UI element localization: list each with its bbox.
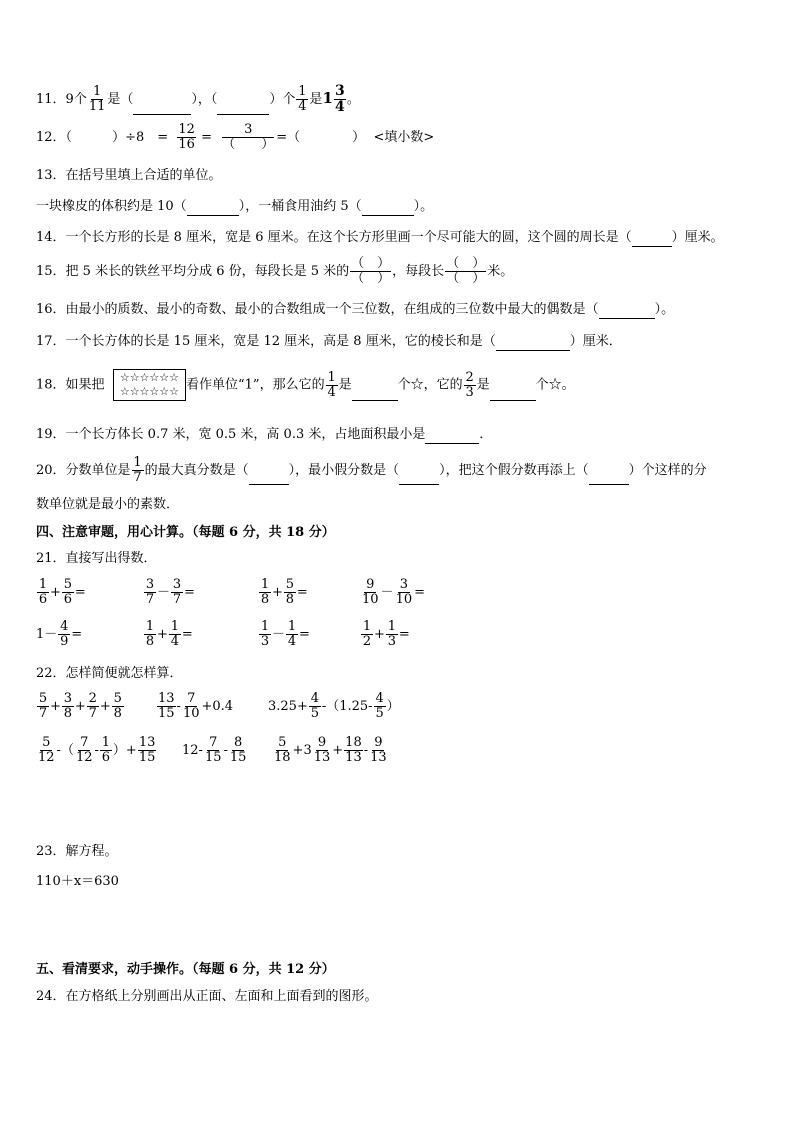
question-18: [36, 369, 575, 401]
fraction: [296, 85, 308, 114]
operator: -: [176, 699, 181, 714]
text: 9个: [65, 92, 87, 107]
text: ）个: [269, 92, 296, 107]
denominator: 5: [310, 706, 319, 721]
numerator: 9: [374, 735, 383, 750]
fraction: [171, 578, 183, 607]
fraction: [464, 371, 476, 400]
denominator: 7: [172, 592, 182, 607]
fraction: [361, 620, 373, 649]
numerator: 3: [145, 577, 155, 592]
text: 是（: [107, 92, 134, 107]
denominator: 9: [60, 634, 69, 649]
denominator: 11: [88, 99, 106, 114]
denominator: 8: [113, 706, 122, 721]
fraction[interactable]: [445, 257, 486, 286]
fraction: [334, 84, 346, 115]
calc-22-expr-1[interactable]: [36, 692, 125, 721]
question-number: 11．: [36, 92, 66, 107]
numerator: 3: [63, 691, 73, 706]
numerator: 8: [234, 735, 243, 750]
numerator: 7: [187, 691, 196, 706]
numerator: 1: [260, 619, 270, 634]
answer-blank[interactable]: [632, 232, 672, 247]
calc-21-item[interactable]: [360, 578, 425, 607]
text: 3.25+: [268, 699, 308, 714]
answer-blank[interactable]: [399, 470, 439, 485]
fraction: [62, 692, 74, 721]
question-14: [36, 229, 724, 247]
text: 数单位就是最小的素数．: [36, 497, 180, 512]
calc-21-item[interactable]: [258, 620, 310, 649]
fraction: [284, 578, 296, 607]
text: 在方格纸上分别画出从正面、左面和上面看到的图形。: [65, 989, 378, 1004]
denominator: 7: [145, 592, 155, 607]
answer-blank[interactable]: [599, 304, 655, 319]
fraction: [87, 692, 99, 721]
text: 的最大真分数是（: [144, 463, 249, 478]
operator: +: [50, 585, 61, 600]
text: 是: [309, 92, 323, 107]
question-19: [36, 426, 492, 444]
answer-blank[interactable]: [589, 470, 629, 485]
fraction: [395, 578, 414, 607]
denominator: 10: [182, 706, 200, 721]
operator: +: [50, 699, 61, 714]
question-number: 16．: [36, 302, 66, 317]
numerator: 7: [209, 735, 218, 750]
answer-blank[interactable]: [187, 201, 239, 216]
numerator: 5: [38, 691, 48, 706]
text: （: [65, 130, 73, 145]
denominator: 12: [38, 750, 55, 765]
numerator: 5: [285, 577, 295, 592]
operator: +: [374, 627, 385, 642]
numerator: 2: [465, 369, 474, 385]
question-number: 12．: [36, 130, 66, 145]
numerator: 3: [172, 577, 182, 592]
text: 1－: [36, 627, 58, 642]
numerator: 12: [178, 122, 195, 137]
denominator: 10: [362, 592, 379, 607]
text: 分数单位是: [65, 463, 131, 478]
section-heading: 四、注意审题，用心计算。（每题 6 分，共 18 分）: [36, 525, 335, 540]
calc-22-expr-4[interactable]: [36, 736, 157, 765]
fraction: [204, 736, 223, 765]
answer-blank[interactable]: [425, 429, 479, 444]
denominator: 13: [370, 750, 387, 765]
fraction: [112, 692, 124, 721]
denominator: 4: [170, 634, 180, 649]
operator: +: [332, 743, 344, 758]
equals: =: [71, 627, 83, 642]
fraction: [169, 620, 181, 649]
equals: =: [74, 585, 86, 600]
text: -（1.25-: [321, 699, 373, 714]
numerator-blank[interactable]: （ ）: [351, 256, 391, 271]
text: 在括号里填上合适的单位。: [65, 168, 222, 183]
numerator: 13: [138, 735, 156, 750]
text: 如果把: [65, 377, 105, 393]
text: ）: [386, 699, 400, 714]
question-13: [36, 167, 222, 185]
star-box: [113, 369, 186, 401]
equals: =: [414, 585, 426, 600]
numerator: 18: [345, 735, 362, 750]
text: 一个长方体长 0.7 米，宽 0.5 米，高 0.3 米，占地面积最小是: [65, 427, 426, 442]
denominator: 8: [63, 706, 73, 721]
text: +3: [292, 743, 312, 758]
operator: －: [272, 627, 286, 642]
denominator: 6: [101, 750, 111, 765]
numerator: 4: [60, 619, 69, 634]
question-number: 24．: [36, 989, 66, 1004]
equation-text: 110＋x＝630: [36, 874, 119, 889]
text: 个☆。: [535, 377, 575, 393]
fraction: [37, 736, 56, 765]
mixed-whole: 1: [322, 89, 333, 107]
question-12: [36, 123, 434, 152]
numerator: 5: [278, 735, 287, 750]
numerator: 1: [387, 619, 397, 634]
text: 一个长方体的长是 15 厘米，宽是 12 厘米，高是 8 厘米，它的棱长和是（: [65, 334, 496, 349]
equals: =: [184, 585, 195, 600]
numerator: 13: [158, 691, 175, 706]
denominator: 8: [145, 634, 155, 649]
numerator: 1: [101, 735, 111, 750]
fraction: [138, 736, 157, 765]
fraction: [221, 123, 275, 152]
text: 直接写出得数．: [65, 551, 157, 566]
fraction: [157, 692, 176, 721]
question-number: 17．: [36, 334, 66, 349]
denominator: 16: [178, 137, 195, 152]
calc-21-item[interactable]: [36, 620, 82, 649]
question-number: 14．: [36, 230, 66, 245]
question-number: 15．: [36, 264, 66, 279]
denominator: 2: [362, 634, 372, 649]
denominator: 10: [395, 592, 413, 607]
text: 把 5 米长的铁丝平均分成 6 份，每段长是 5 米的: [65, 264, 350, 279]
fraction: [313, 736, 332, 765]
fraction[interactable]: [350, 257, 391, 286]
calc-21-item[interactable]: [36, 578, 86, 607]
equals: =: [296, 585, 308, 600]
denominator: 4: [327, 384, 336, 400]
numerator: 3: [222, 123, 274, 138]
question-21: [36, 550, 157, 568]
question-22: [36, 665, 183, 683]
numerator: 1: [133, 455, 142, 470]
calc-21-item[interactable]: [143, 578, 195, 607]
operator: -: [363, 743, 369, 758]
denominator: 15: [138, 750, 156, 765]
star-row: ☆☆☆☆☆☆: [119, 371, 179, 384]
calc-21-item[interactable]: [143, 620, 193, 649]
text: 解方程。: [65, 844, 118, 859]
calc-22-expr-3[interactable]: [268, 692, 400, 721]
question-20-line2: [36, 496, 179, 514]
answer-blank[interactable]: [496, 336, 570, 351]
numerator: 4: [375, 691, 384, 706]
section-5-title: [36, 961, 335, 979]
operator: +: [99, 699, 111, 714]
text: ）厘米。: [671, 230, 724, 245]
answer-blank[interactable]: [249, 470, 289, 485]
calc-21-item[interactable]: [258, 578, 308, 607]
question-number: 13．: [36, 168, 66, 183]
numerator: 1: [145, 619, 155, 634]
numerator: 5: [42, 735, 51, 750]
fraction: [177, 123, 196, 152]
fraction: [88, 85, 107, 114]
question-number: 22．: [36, 666, 66, 681]
text: 一块橡皮的体积约是 10（: [36, 199, 187, 214]
text: ），把这个假分数再添上（: [439, 463, 589, 478]
calc-22-expr-5[interactable]: [182, 736, 248, 765]
fraction: [259, 578, 271, 607]
denominator-blank[interactable]: （ ）: [446, 271, 486, 286]
question-23: [36, 843, 118, 861]
numerator: 5: [63, 577, 73, 592]
question-13-line2: [36, 198, 433, 216]
answer-blank[interactable]: [217, 100, 269, 115]
text: ），一桶食用油约 5（: [238, 199, 362, 214]
fraction: [229, 736, 248, 765]
fraction: [100, 736, 112, 765]
numerator: 4: [310, 691, 319, 706]
text: ）。: [654, 302, 675, 317]
text: ），（: [191, 92, 218, 107]
text: 看作单位“1”，那么它的: [186, 377, 325, 393]
equation[interactable]: [36, 873, 119, 891]
denominator: 7: [88, 706, 97, 721]
fraction: [273, 736, 292, 765]
question-number: 21．: [36, 551, 66, 566]
denominator: 4: [298, 99, 307, 114]
numerator: 3: [335, 83, 345, 99]
operator: +: [74, 699, 86, 714]
question-11: [36, 84, 360, 115]
text: ）厘米．: [569, 334, 622, 349]
text: 由最小的质数、最小的奇数、最小的合数组成一个三位数，在组成的三位数中最大的偶数是（: [65, 302, 599, 317]
question-number: 20．: [36, 463, 66, 478]
question-20: [36, 456, 707, 485]
answer-blank[interactable]: [362, 201, 414, 216]
fraction: [361, 578, 380, 607]
fraction: [374, 692, 386, 721]
denominator-blank[interactable]: （ ）: [222, 137, 275, 152]
numerator: 1: [38, 577, 48, 592]
equals: =: [398, 627, 410, 642]
text: ），最小假分数是（: [288, 463, 400, 478]
fraction: [326, 371, 338, 400]
numerator: 1: [92, 84, 102, 99]
denominator: 7: [133, 470, 142, 485]
denominator: 13: [345, 750, 362, 765]
denominator: 5: [375, 706, 384, 721]
numerator-blank[interactable]: （ ）: [446, 256, 486, 271]
text: 个☆，它的: [397, 377, 463, 393]
fraction: [309, 692, 321, 721]
numerator: 1: [287, 619, 297, 634]
denominator: 6: [38, 592, 48, 607]
question-17: [36, 333, 622, 351]
text: 是: [338, 377, 352, 393]
denominator: 3: [260, 634, 270, 649]
operator: －: [157, 585, 171, 600]
fraction: [144, 620, 156, 649]
text: +0.4: [201, 699, 234, 714]
operator: -: [223, 743, 228, 758]
numerator: 2: [88, 691, 97, 706]
denominator-blank[interactable]: （ ）: [351, 271, 391, 286]
question-number: 19．: [36, 427, 66, 442]
question-number: 18．: [36, 377, 66, 393]
question-15: [36, 257, 513, 286]
numerator: 1: [260, 577, 270, 592]
denominator: 3: [387, 634, 397, 649]
calc-21-item[interactable]: [360, 620, 410, 649]
numerator: 1: [298, 84, 307, 99]
answer-blank[interactable]: [352, 386, 398, 401]
denominator: 4: [335, 99, 345, 115]
denominator: 15: [158, 706, 175, 721]
fraction: [58, 620, 70, 649]
fraction: [259, 620, 271, 649]
operator: +: [272, 585, 283, 600]
hint: <填小数>: [373, 130, 435, 145]
numerator: 7: [80, 735, 89, 750]
numerator: 1: [170, 619, 180, 634]
denominator: 15: [204, 750, 222, 765]
numerator: 3: [399, 577, 408, 592]
operator: －: [380, 585, 394, 600]
answer-blank[interactable]: [133, 100, 191, 115]
text: 一个长方形的长是 8 厘米，宽是 6 厘米。在这个长方形里画一个尽可能大的圆，这个圆的周长是（: [65, 230, 632, 245]
text: ．: [479, 427, 493, 442]
denominator: 13: [313, 750, 331, 765]
denominator: 8: [260, 592, 270, 607]
fraction: [182, 692, 201, 721]
calc-22-expr-6[interactable]: [272, 736, 389, 765]
numerator: 1: [327, 369, 336, 385]
text: -（: [56, 743, 74, 758]
text: 。: [346, 92, 360, 107]
fraction: [369, 736, 388, 765]
numerator: 9: [317, 735, 327, 750]
equals: =: [299, 627, 310, 642]
text: 12-: [182, 743, 203, 758]
numerator: 9: [366, 577, 375, 592]
question-number: 23．: [36, 844, 66, 859]
section-heading: 五、看清要求，动手操作。（每题 6 分，共 12 分）: [36, 962, 335, 977]
denominator: 12: [75, 750, 93, 765]
text: 是: [476, 377, 490, 393]
operator: -: [94, 743, 99, 758]
text: 米。: [487, 264, 514, 279]
denominator: 7: [38, 706, 48, 721]
fraction: [386, 620, 398, 649]
text: ）+: [112, 743, 137, 758]
text: =: [201, 130, 212, 145]
fraction: [286, 620, 298, 649]
answer-blank[interactable]: [490, 386, 536, 401]
operator: +: [157, 627, 168, 642]
fraction: [344, 736, 363, 765]
numerator: 5: [113, 691, 122, 706]
star-row: ☆☆☆☆☆☆: [119, 385, 179, 398]
text: ）÷8 =: [112, 130, 169, 145]
denominator: 4: [287, 634, 297, 649]
fraction: [62, 578, 74, 607]
section-4-title: [36, 524, 335, 542]
text: 怎样简便就怎样算．: [65, 666, 183, 681]
question-24: [36, 988, 378, 1006]
question-16: [36, 301, 674, 319]
text: ）个这样的分: [628, 463, 707, 478]
denominator: 8: [285, 592, 295, 607]
answer-blank[interactable]: =（ ）: [276, 130, 366, 145]
denominator: 6: [63, 592, 73, 607]
fraction: [37, 578, 49, 607]
calc-22-expr-2[interactable]: [156, 692, 233, 721]
equals: =: [181, 627, 193, 642]
fraction: [144, 578, 156, 607]
text: ）。: [413, 199, 434, 214]
fraction: [132, 456, 144, 485]
denominator: 3: [465, 384, 474, 400]
numerator: 1: [362, 619, 372, 634]
denominator: 15: [229, 750, 247, 765]
text: ，每段长: [392, 264, 445, 279]
fraction: [37, 692, 49, 721]
denominator: 18: [274, 750, 291, 765]
fraction: [75, 736, 94, 765]
